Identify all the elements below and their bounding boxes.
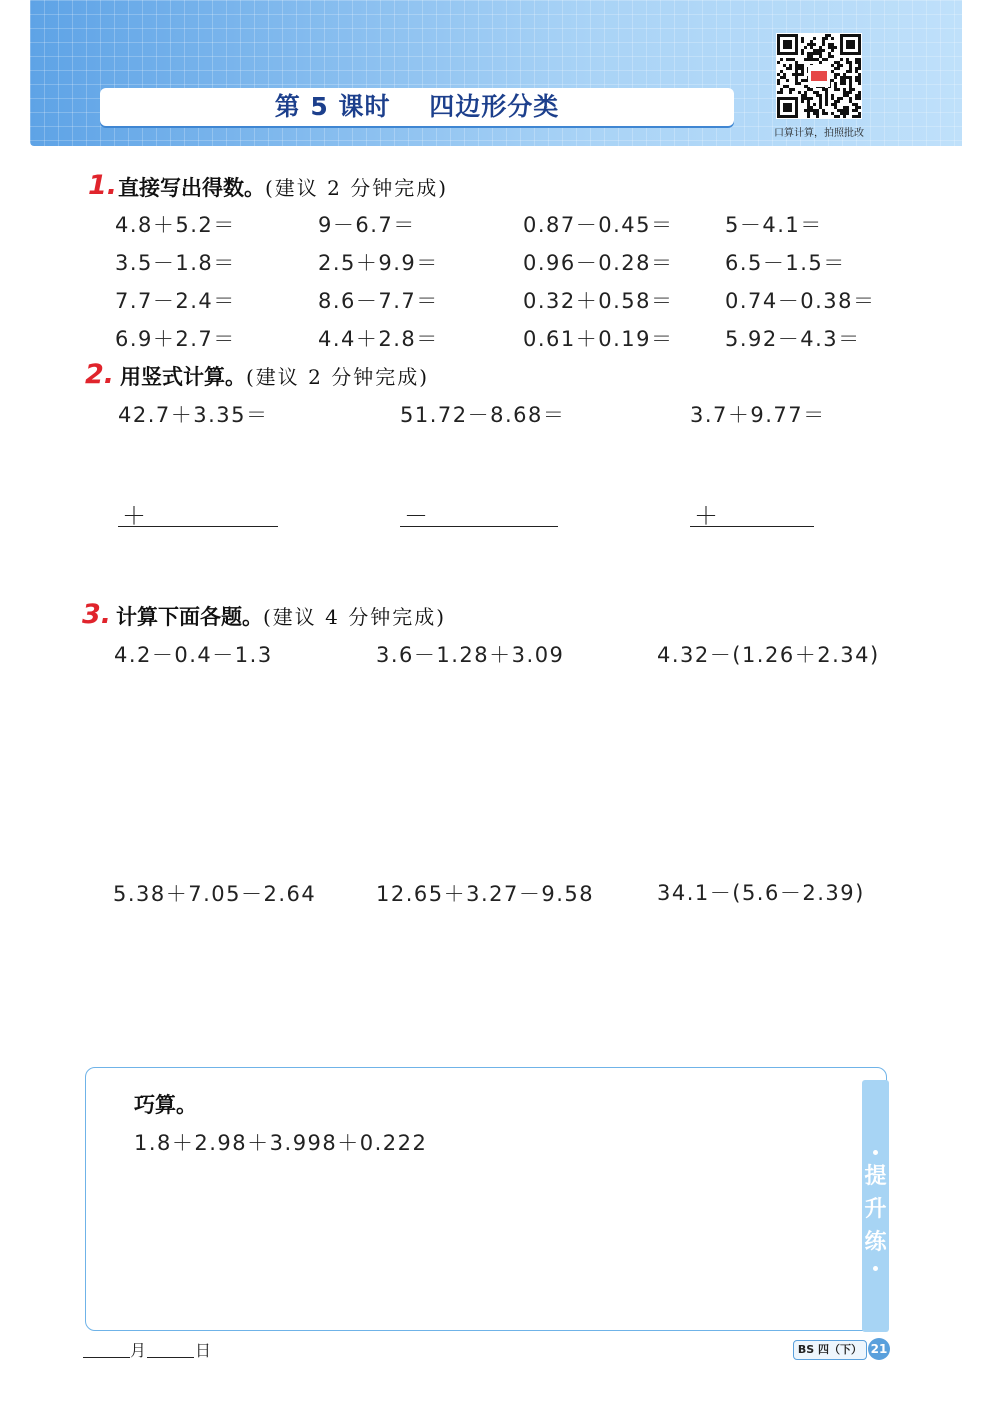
q1-expr: 5－4.1＝ — [725, 213, 823, 237]
q1-hint: (建议 2 分钟完成) — [265, 176, 449, 200]
q3-expr: 4.2－0.4－1.3 — [114, 643, 273, 667]
practice-box — [85, 1067, 887, 1331]
q1-expr: 0.32＋0.58＝ — [523, 289, 674, 313]
q1-expr: 7.7－2.4＝ — [115, 289, 236, 313]
q1-expr: 0.96－0.28＝ — [523, 251, 674, 275]
q2-number: 2. — [85, 359, 115, 390]
tab-dot — [873, 1150, 878, 1155]
qr-code-icon[interactable] — [776, 33, 862, 119]
q3-expr: 12.65＋3.27－9.58 — [376, 882, 595, 906]
q1-expr: 4.8＋5.2＝ — [115, 213, 236, 237]
q2-title — [120, 361, 429, 391]
q3-expr: 3.6－1.28＋3.09 — [376, 643, 565, 667]
q1-expr: 4.4＋2.8＝ — [318, 327, 439, 351]
q1-expr: 6.9＋2.7＝ — [115, 327, 236, 351]
q1-expr: 5.92－4.3＝ — [725, 327, 861, 351]
q2-expr: 3.7＋9.77＝ — [690, 403, 826, 427]
q3-expr: 4.32－(1.26＋2.34) — [657, 643, 880, 667]
day-blank[interactable] — [147, 1357, 194, 1358]
q1-title — [118, 172, 448, 202]
q3-title-text: 计算下面各题。 — [116, 605, 263, 629]
qr-caption: 口算计算，拍照批改 — [774, 128, 864, 139]
q1-expr: 8.6－7.7＝ — [318, 289, 439, 313]
day-label: 日 — [195, 1341, 212, 1360]
practice-title: 巧算。 — [134, 1093, 197, 1117]
q1-expr: 2.5＋9.9＝ — [318, 251, 439, 275]
q3-hint: (建议 4 分钟完成) — [263, 605, 447, 629]
q1-expr: 9－6.7＝ — [318, 213, 416, 237]
tab-char: 提 — [864, 1164, 887, 1189]
q2-title-text: 用竖式计算。 — [120, 365, 246, 389]
lesson-title: 第 5 课时 四边形分类 — [274, 92, 560, 121]
q1-title-text: 直接写出得数。 — [118, 176, 265, 200]
tab-dot — [873, 1266, 878, 1271]
q2-vertical-sign: ＋ — [694, 502, 718, 530]
q2-answer-line[interactable] — [690, 526, 814, 527]
tab-char: 升 — [864, 1197, 887, 1222]
q3-title — [116, 601, 446, 631]
month-blank[interactable] — [83, 1357, 130, 1358]
q1-expr: 3.5－1.8＝ — [115, 251, 236, 275]
q3-number: 3. — [82, 599, 112, 630]
q2-expr: 51.72－8.68＝ — [400, 403, 566, 427]
tab-char: 练 — [864, 1230, 887, 1255]
q2-hint: (建议 2 分钟完成) — [246, 365, 430, 389]
q1-expr: 0.87－0.45＝ — [523, 213, 674, 237]
q1-expr: 0.61＋0.19＝ — [523, 327, 674, 351]
book-code-badge: BS 四（下） — [793, 1340, 867, 1360]
q3-expr: 5.38＋7.05－2.64 — [113, 882, 317, 906]
page-number: 21 — [868, 1338, 890, 1360]
month-label: 月 — [130, 1341, 147, 1360]
practice-tab-label — [862, 1160, 889, 1259]
q3-expr: 34.1－(5.6－2.39) — [657, 881, 865, 905]
q2-vertical-sign: ＋ — [122, 502, 146, 530]
q1-expr: 0.74－0.38＝ — [725, 289, 876, 313]
q2-vertical-sign: － — [404, 502, 428, 530]
q1-number: 1. — [88, 170, 118, 201]
q1-expr: 6.5－1.5＝ — [725, 251, 846, 275]
q2-expr: 42.7＋3.35＝ — [118, 403, 269, 427]
q2-answer-line[interactable] — [400, 526, 558, 527]
practice-expr: 1.8＋2.98＋3.998＋0.222 — [134, 1131, 428, 1155]
q2-answer-line[interactable] — [118, 526, 278, 527]
